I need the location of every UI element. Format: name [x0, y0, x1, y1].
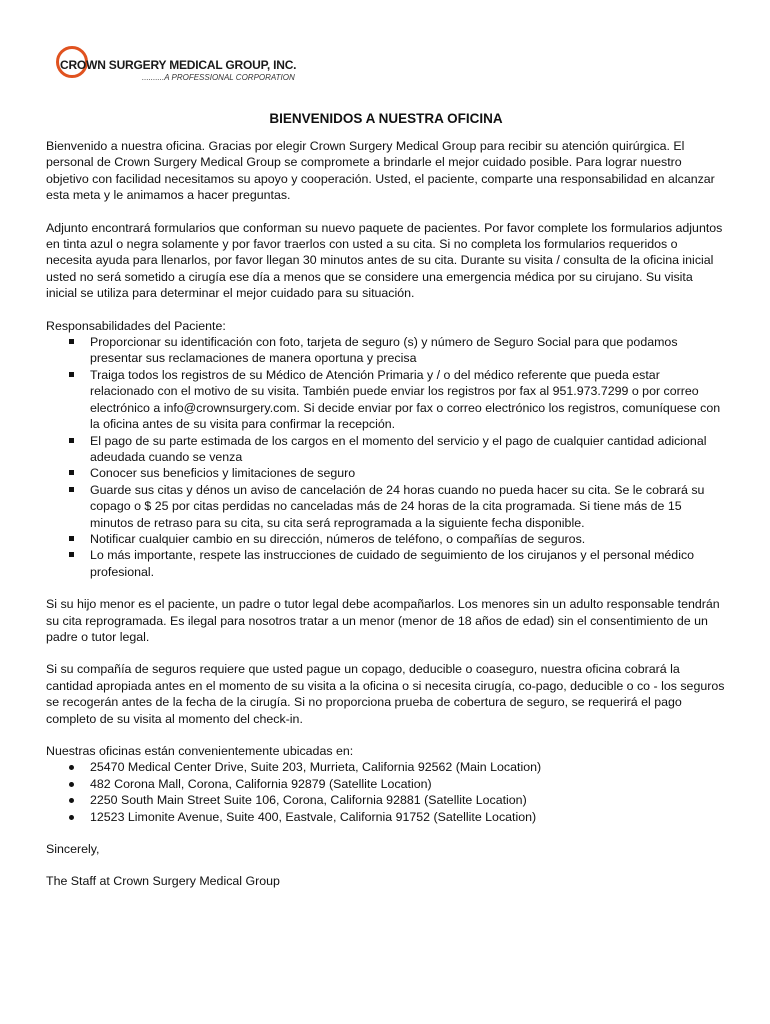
company-logo — [56, 46, 316, 86]
locations-section — [46, 743, 726, 825]
list-item: Notificar cualquier cambio en su dirección, números de teléfono, o compañías de seguros. — [46, 531, 726, 547]
list-item: Traiga todos los registros de su Médico de Atención Primaria y / o del médico referente que pueda estar relacionado con el motivo de su visita. También puede enviar los registros por fax al 951.973.7299 o por correo electrónico a info@crownsurgery.com. Si decide enviar por fax o correo electrónico los registros, comuníquese con la oficina antes de su visita para confirmar la recepción. — [46, 367, 726, 433]
list-item: Guarde sus citas y dénos un aviso de cancelación de 24 horas cuando no pueda hacer su cita. Se le cobrará su copago o $ 25 por citas perdidas no canceladas más de 24 horas de la cita programada. Si tiene más de 15 minutos de retraso para su cita, su cita será reprogramada a la siguiente fecha disponible. — [46, 482, 726, 531]
list-item: 482 Corona Mall, Corona, California 92879 (Satellite Location) — [46, 776, 726, 792]
list-item: Proporcionar su identificación con foto, tarjeta de seguro (s) y número de Seguro Social para que podamos presentar sus reclamaciones de manera oportuna y precisa — [46, 334, 726, 367]
company-name: CROWN SURGERY MEDICAL GROUP, INC. — [60, 58, 297, 72]
letter-body — [46, 110, 726, 890]
list-item: 2250 South Main Street Suite 106, Corona, California 92881 (Satellite Location) — [46, 792, 726, 808]
signature: The Staff at Crown Surgery Medical Group — [46, 874, 280, 889]
responsibilities-heading: Responsabilidades del Paciente: — [46, 318, 226, 333]
insurance-paragraph: Si su compañía de seguros requiere que usted pague un copago, deducible o coaseguro, nuestra oficina cobrará la cantidad apropiada antes en el momento de su visita a la oficina o si necesita cirugía, co-pago, deducible o co - los seguros se recogerán antes de la fecha de la cirugía. Si no proporciona prueba de cobertura de seguro, se requerirá el pago completo de su visita al momento del check-in. — [46, 662, 725, 726]
list-item: Lo más importante, respete las instrucciones de cuidado de seguimiento de los cirujanos y el personal médico profesional. — [46, 547, 726, 580]
forms-paragraph: Adjunto encontrará formularios que conforman su nuevo paquete de pacientes. Por favor complete los formularios adjuntos en tinta azul o negra solamente y por favor traerlos con usted a su cita. Si no completa los formularios requeridos o necesita ayuda para llenarlos, por favor llegan 30 minutos antes de su cita. Durante su visita / consulta de la oficina inicial usted no será sometido a cirugía ese día a menos que se considere una emergencia médica por su cirujano. Su visita inicial se utiliza para determinar el mejor cuidado para su situación. — [46, 220, 723, 301]
responsibilities-list — [46, 334, 726, 580]
list-item: 12523 Limonite Avenue, Suite 400, Eastvale, California 91752 (Satellite Location) — [46, 809, 726, 825]
list-item: 25470 Medical Center Drive, Suite 203, Murrieta, California 92562 (Main Location) — [46, 759, 726, 775]
intro-paragraph: Bienvenido a nuestra oficina. Gracias por elegir Crown Surgery Medical Group para recibir su atención quirúrgica. El personal de Crown Surgery Medical Group se compromete a brindarle el mejor cuidado posible. Para lograr nuestro objetivo con facilidad necesitamos su apoyo y cooperación. Usted, el paciente, comparte una responsabilidad en alcanzar esta meta y le animamos a hacer preguntas. — [46, 139, 715, 203]
responsibilities-section — [46, 318, 726, 581]
company-tagline: ..........A PROFESSIONAL CORPORATION — [142, 73, 295, 82]
page-title: BIENVENIDOS A NUESTRA OFICINA — [269, 111, 503, 126]
list-item: Conocer sus beneficios y limitaciones de seguro — [46, 465, 726, 481]
salutation: Sincerely, — [46, 842, 100, 857]
locations-heading: Nuestras oficinas están convenientemente ubicadas en: — [46, 744, 354, 758]
locations-list — [46, 759, 726, 825]
minor-paragraph: Si su hijo menor es el paciente, un padre o tutor legal debe acompañarlos. Los menores sin un adulto responsable tendrán su cita reprogramada. Es ilegal para nosotros tratar a un menor (menor de 18 años de edad) sin el consentimiento de un padre o tutor legal. — [46, 597, 720, 644]
list-item: El pago de su parte estimada de los cargos en el momento del servicio y el pago de cualquier cantidad adicional adeudada cuando se venza — [46, 433, 726, 466]
